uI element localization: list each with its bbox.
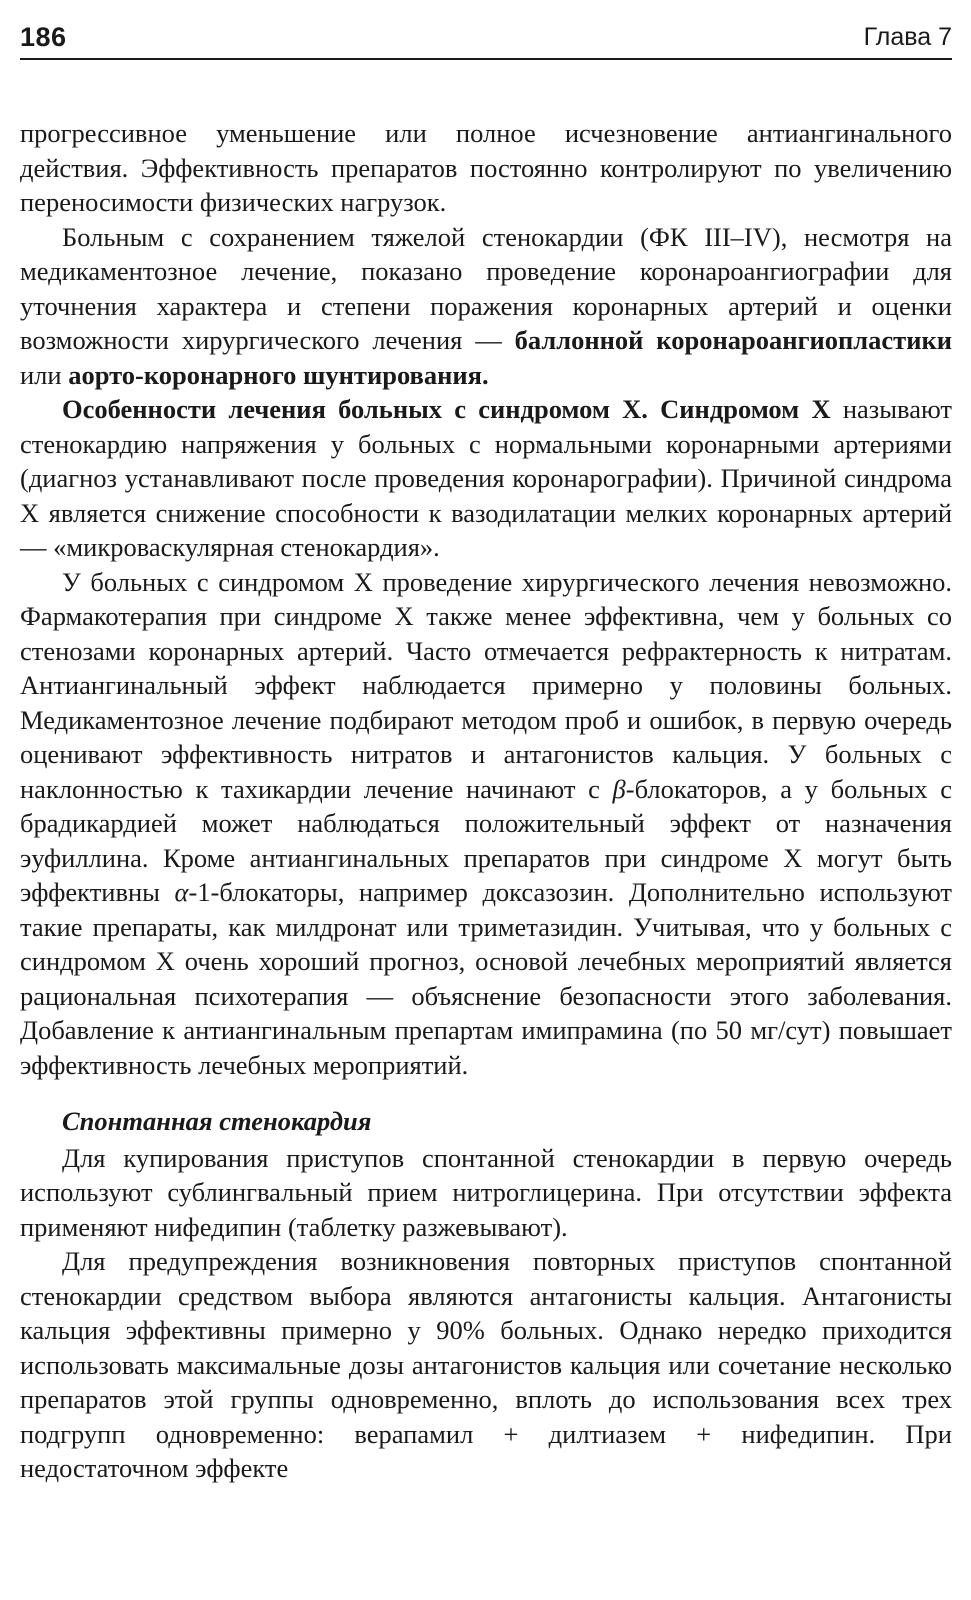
bold-term-balloon-angioplasty: баллонной коронароангиопластики <box>514 325 952 355</box>
paragraph-syndrome-x <box>20 392 952 565</box>
paragraph-continuation: прогрессивное уменьшение или полное исчезновение антиангинального действия. Эффективность препаратов постоянно контролируют по увеличению переносимости физических нагрузок. <box>20 118 952 217</box>
paragraph-text: -блокаторов, а у больных с брадикардией может наблюдаться положительный эффект от назначения эуфиллина. Кроме антиангинальных препаратов при синдроме X могут быть эффективны <box>20 773 952 907</box>
paragraph-spontaneous-relief: Для купирования приступов спонтанной стенокардии в первую очередь используют сублингвальный прием нитроглицерина. При отсутствии эффекта применяют нифедипин (таблетку разжевывают). <box>20 1142 952 1242</box>
page-body <box>20 116 952 1486</box>
bold-section-lead: Особенности лечения больных с синдромом X. Синдромом X <box>62 394 831 424</box>
page-header <box>20 18 952 60</box>
paragraph-text: называют стенокардию напряжения у больных с нормальными коронарными артериями (диагноз устанавливают после проведения коронарографии). Причиной синдрома X является снижение способности к вазодилатации мелких коронарных артерий — «микроваскулярная стенокардия». <box>20 394 952 562</box>
paragraph-severe-angina <box>20 220 952 393</box>
chapter-title: Глава 7 <box>863 23 952 51</box>
paragraph-text: -1-блокаторы, например доксазозин. Дополнительно используют такие препараты, как милдронат или триметазидин. Учитывая, что у больных с синдромом X очень хороший прогноз, основой лечебных мероприятий является рациональная психотерапия — объяснение безопасности этого заболевания. Добавление к антиангинальным препартам имипрамина (по 50 мг/сут) повышает эффективность лечебных мероприятий. <box>20 877 952 1080</box>
book-page <box>20 18 952 1578</box>
paragraph-text: или <box>20 359 69 390</box>
paragraph-text: У больных с синдромом X проведение хирургического лечения невозможно. Фармакотерапия при синдроме X также менее эффективна, чем у больных со стенозами коронарных артерий. Часто отмечается рефрактерность к нитратам. Антиангинальный эффект наблюдается примерно у половины больных. Медикаментозное лечение подбирают методом проб и ошибок, в первую очередь оценивают эффективность нитратов и антагонистов кальция. У больных с наклонностью к тахикардии лечение начинают с <box>20 566 952 804</box>
paragraph-syndrome-x-treatment <box>20 565 952 1083</box>
beta-symbol: β <box>612 773 626 804</box>
bold-term-bypass: аорто-коронарного шунтирования. <box>68 359 489 390</box>
alpha-symbol: α <box>174 877 189 907</box>
paragraph-spontaneous-prevention: Для предупреждения возникновения повторных приступов спонтанной стенокардии средством выбора являются антагонисты кальция. Антагонисты кальция эффективны примерно у 90% больных. Однако нередко приходится использовать максимальные дозы антагонистов кальция или сочетание несколько препаратов этой группы одновременно, вплоть до использования всех трех подгрупп одновременно: верапамил + дилтиазем + нифедипин. При недостаточном эффекте <box>20 1246 952 1483</box>
section-subheading: Спонтанная стенокардия <box>62 1106 372 1136</box>
paragraph-text: Больным с сохранением тяжелой стенокардии (ФК III–IV), несмотря на медикаментозное лечение, показано проведение коронароангиографии для уточнения характера и степени поражения коронарных артерий и оценки возможности хирургического лечения — <box>20 221 952 355</box>
page-number: 186 <box>20 22 67 52</box>
